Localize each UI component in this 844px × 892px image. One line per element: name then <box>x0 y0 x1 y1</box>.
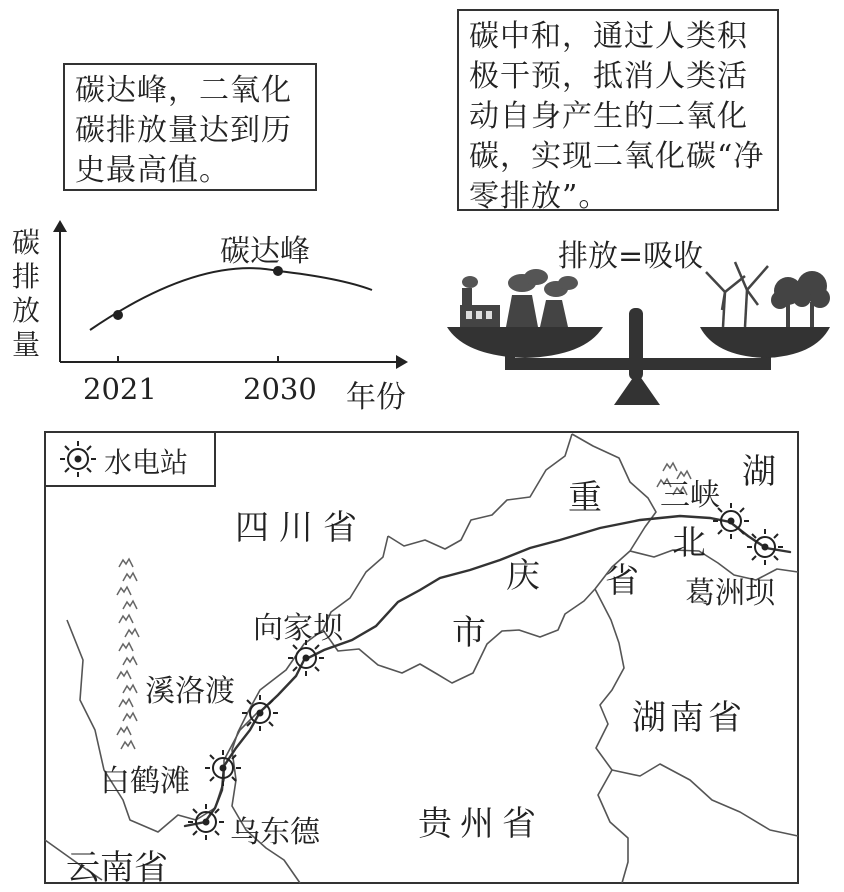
region-chongqing-2: 庆 <box>506 556 540 596</box>
graph-y-label: 碳排放量 <box>11 226 40 361</box>
station-wudongde-icon <box>188 804 224 840</box>
region-chongqing-3: 市 <box>452 613 486 653</box>
carbon-neutral-definition-text: 碳中和，通过人类积极干预，抵消人类活动自身产生的二氧化碳，实现二氧化碳“净零排放”。 <box>469 19 765 214</box>
region-guizhou: 贵州省 <box>418 804 544 844</box>
carbon-peak-definition-text: 碳达峰，二氧化碳排放量达到历史最高值。 <box>75 73 292 188</box>
graph-tick-2021: 2021 <box>83 372 157 406</box>
x-axis-arrow <box>396 355 408 369</box>
factory-icon <box>460 269 578 327</box>
point-2021 <box>113 310 123 320</box>
border-sichuan-yunnan <box>67 620 258 832</box>
region-hubei-2: 北 <box>672 523 706 563</box>
region-sichuan: 四川省 <box>235 508 367 548</box>
region-hubei-1: 湖 <box>742 452 776 492</box>
station-wudongde-label: 乌东德 <box>230 815 320 850</box>
station-gezhouba-label: 葛洲坝 <box>685 576 775 611</box>
tree-icon <box>771 271 830 327</box>
station-xiangjiaba-label: 向家坝 <box>253 611 343 646</box>
graph-x-label: 年份 <box>346 380 406 415</box>
scale-beam <box>505 358 771 370</box>
balance-scale <box>447 262 830 405</box>
graph-tick-2030: 2030 <box>243 372 317 406</box>
station-xiluodu-label: 溪洛渡 <box>145 674 235 709</box>
right-pan <box>700 327 830 358</box>
station-sanxia-label: 三峡 <box>660 478 720 513</box>
left-pan <box>447 327 603 358</box>
wind-turbine-icon <box>706 262 768 327</box>
station-gezhouba-icon <box>747 529 783 565</box>
border-sichuan-chongqing <box>388 434 572 549</box>
legend-label: 水电站 <box>104 446 189 479</box>
region-chongqing-1: 重 <box>568 478 602 518</box>
region-yunnan: 云南省 <box>66 848 168 888</box>
balance-label: 排放=吸收 <box>558 239 704 274</box>
region-hunan: 湖南省 <box>632 698 746 738</box>
y-axis-arrow <box>53 220 67 232</box>
border-guizhou-hunan <box>612 764 798 836</box>
graph-peak-label: 碳达峰 <box>220 234 310 269</box>
emission-curve <box>90 268 372 330</box>
station-baihetan-label: 白鹤滩 <box>100 764 190 799</box>
region-hubei-3: 省 <box>605 561 639 601</box>
